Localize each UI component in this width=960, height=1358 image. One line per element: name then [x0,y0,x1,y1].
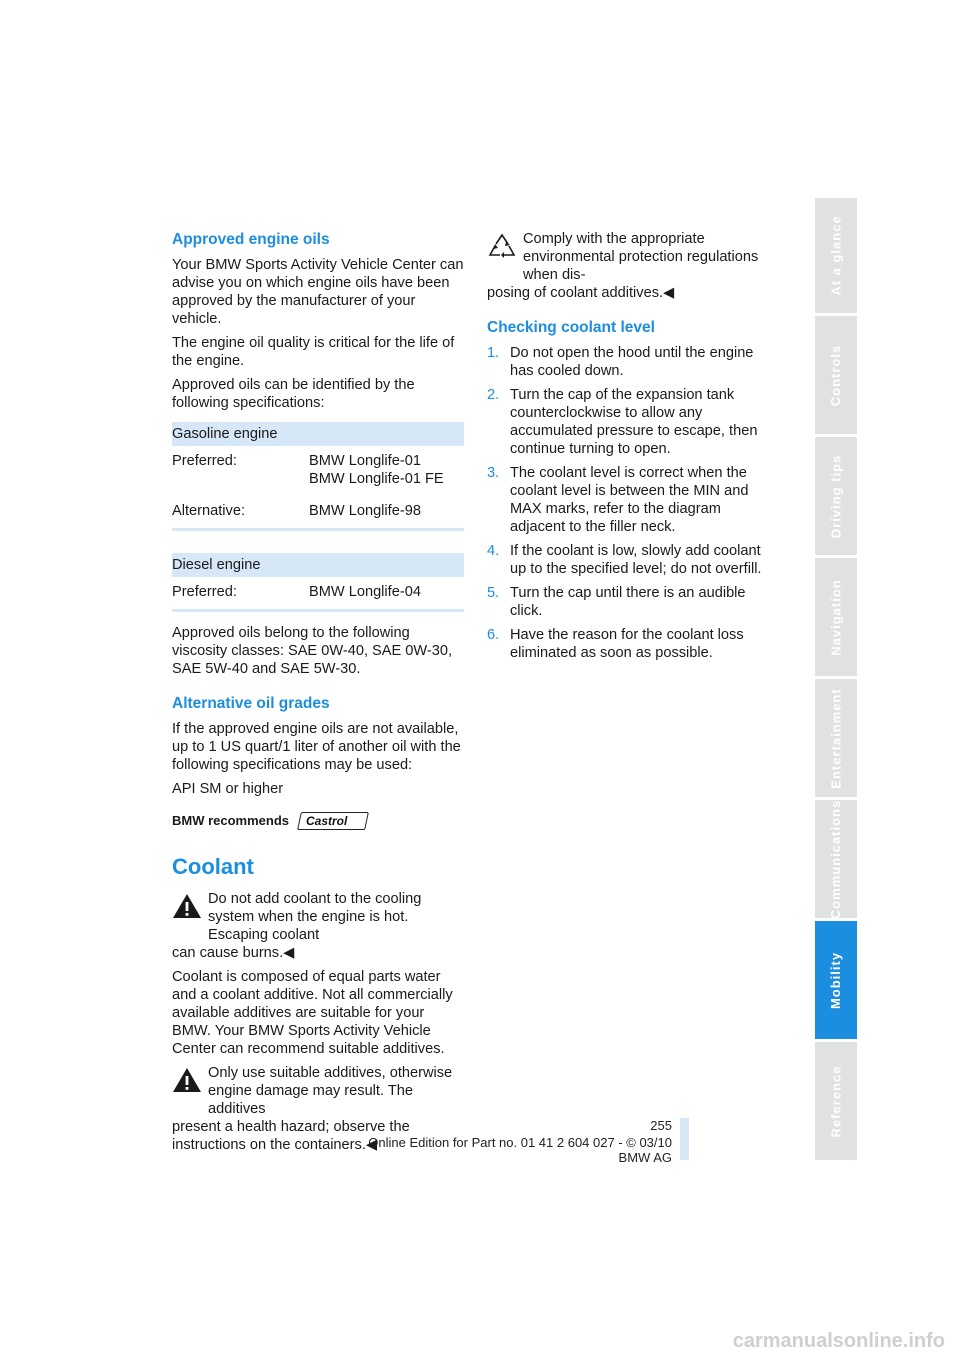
bmw-recommends [172,812,464,830]
paragraph: Approved oils belong to the following viscosity classes: SAE 0W-40, SAE 0W-30, SAE 5W-40 and SAE 5W-30. [172,625,453,677]
tab-entertainment[interactable]: Entertainment [815,679,857,797]
environment-note [487,230,779,302]
table-value: BMW Longlife-98 [309,503,421,519]
table-row [172,446,464,488]
table-key: Alternative: [172,503,246,519]
list-item: 3. The coolant level is correct when the coolant level is between the MIN and MAX marks, refer to the diagram adjacent to the filler neck. [487,465,749,535]
list-item: 4. If the coolant is low, slowly add coolant up to the specified level; do not overfill. [487,543,762,577]
watermark: carmanualsonline.info [732,1330,945,1352]
warning-triangle-icon [172,1066,202,1094]
table-row [172,577,464,601]
gasoline-oil-table [172,422,464,531]
coolant-heading: Coolant [172,854,254,879]
castrol-logo: Castrol [297,812,369,830]
list-item: 1. Do not open the hood until the engine has cooled down. [487,345,754,379]
warning-text: Only use suitable additives, otherwise engine damage may result. The additives [208,1065,453,1117]
paragraph: Approved oils can be identified by the following specifications: [172,377,415,411]
environment-text-continued: posing of coolant additives.◀ [487,285,675,301]
tab-at-a-glance[interactable]: At a glance [815,198,857,313]
list-item: 6. Have the reason for the coolant loss eliminated as soon as possible. [487,627,744,661]
warning-text-continued: can cause burns.◀ [172,945,295,961]
right-column [487,230,779,668]
approved-oils-heading: Approved engine oils [172,231,330,248]
table-key: Preferred: [172,453,237,469]
checking-coolant-heading: Checking coolant level [487,319,655,336]
warning-text: Do not add coolant to the cooling system when the engine is hot. Escaping coolant [208,891,422,943]
footer-bar [680,1118,689,1160]
tab-communications[interactable]: Communications [815,800,857,918]
table-value-line: BMW Longlife-01 FE [309,471,444,487]
table-value: BMW Longlife-04 [309,584,421,600]
recycle-icon [487,232,517,260]
paragraph: The engine oil quality is critical for the life of the engine. [172,335,455,369]
warning-text-continued: present a health hazard; observe the instructions on the containers.◀ [172,1119,410,1153]
paragraph: API SM or higher [172,781,284,797]
list-item: 2. Turn the cap of the expansion tank counterclockwise to allow any accumulated pressure to escape, then continue turning to open. [487,387,758,457]
tab-driving-tips[interactable]: Driving tips [815,437,857,555]
left-column [172,230,464,1160]
page-number: 255 [650,1118,672,1133]
coolant-steps [487,344,779,662]
diesel-oil-table [172,553,464,612]
paragraph: If the approved engine oils are not available, up to 1 US quart/1 liter of another oil with the following specifications may be used: [172,721,461,773]
table-header: Diesel engine [172,553,464,577]
tab-reference[interactable]: Reference [815,1042,857,1160]
edition-footer: Online Edition for Part no. 01 41 2 604 027 - © 03/10 BMW AG [368,1135,672,1165]
paragraph: Your BMW Sports Activity Vehicle Center can advise you on which engine oils have been approved by the manufacturer of your vehicle. [172,257,464,327]
paragraph: Coolant is composed of equal parts water and a coolant additive. Not all commercially available additives are suitable for your BMW. Your BMW Sports Activity Vehicle Center can recommend suitable additives. [172,969,453,1057]
table-key: Preferred: [172,584,237,600]
table-header: Gasoline engine [172,422,464,446]
warning-triangle-icon [172,892,202,920]
tab-controls[interactable]: Controls [815,316,857,434]
warning-note [172,890,464,962]
table-rule [172,528,464,531]
table-value-line: BMW Longlife-01 [309,453,421,469]
tab-mobility[interactable]: Mobility [815,921,857,1039]
environment-text: Comply with the appropriate environmental protection regulations when dis- [523,231,759,283]
tab-navigation[interactable]: Navigation [815,558,857,676]
table-rule [172,609,464,612]
list-item: 5. Turn the cap until there is an audible click. [487,585,746,619]
table-row [172,488,464,520]
alternative-oils-heading: Alternative oil grades [172,695,330,712]
table-value [309,452,464,488]
recommends-label: BMW recommends [172,813,290,828]
